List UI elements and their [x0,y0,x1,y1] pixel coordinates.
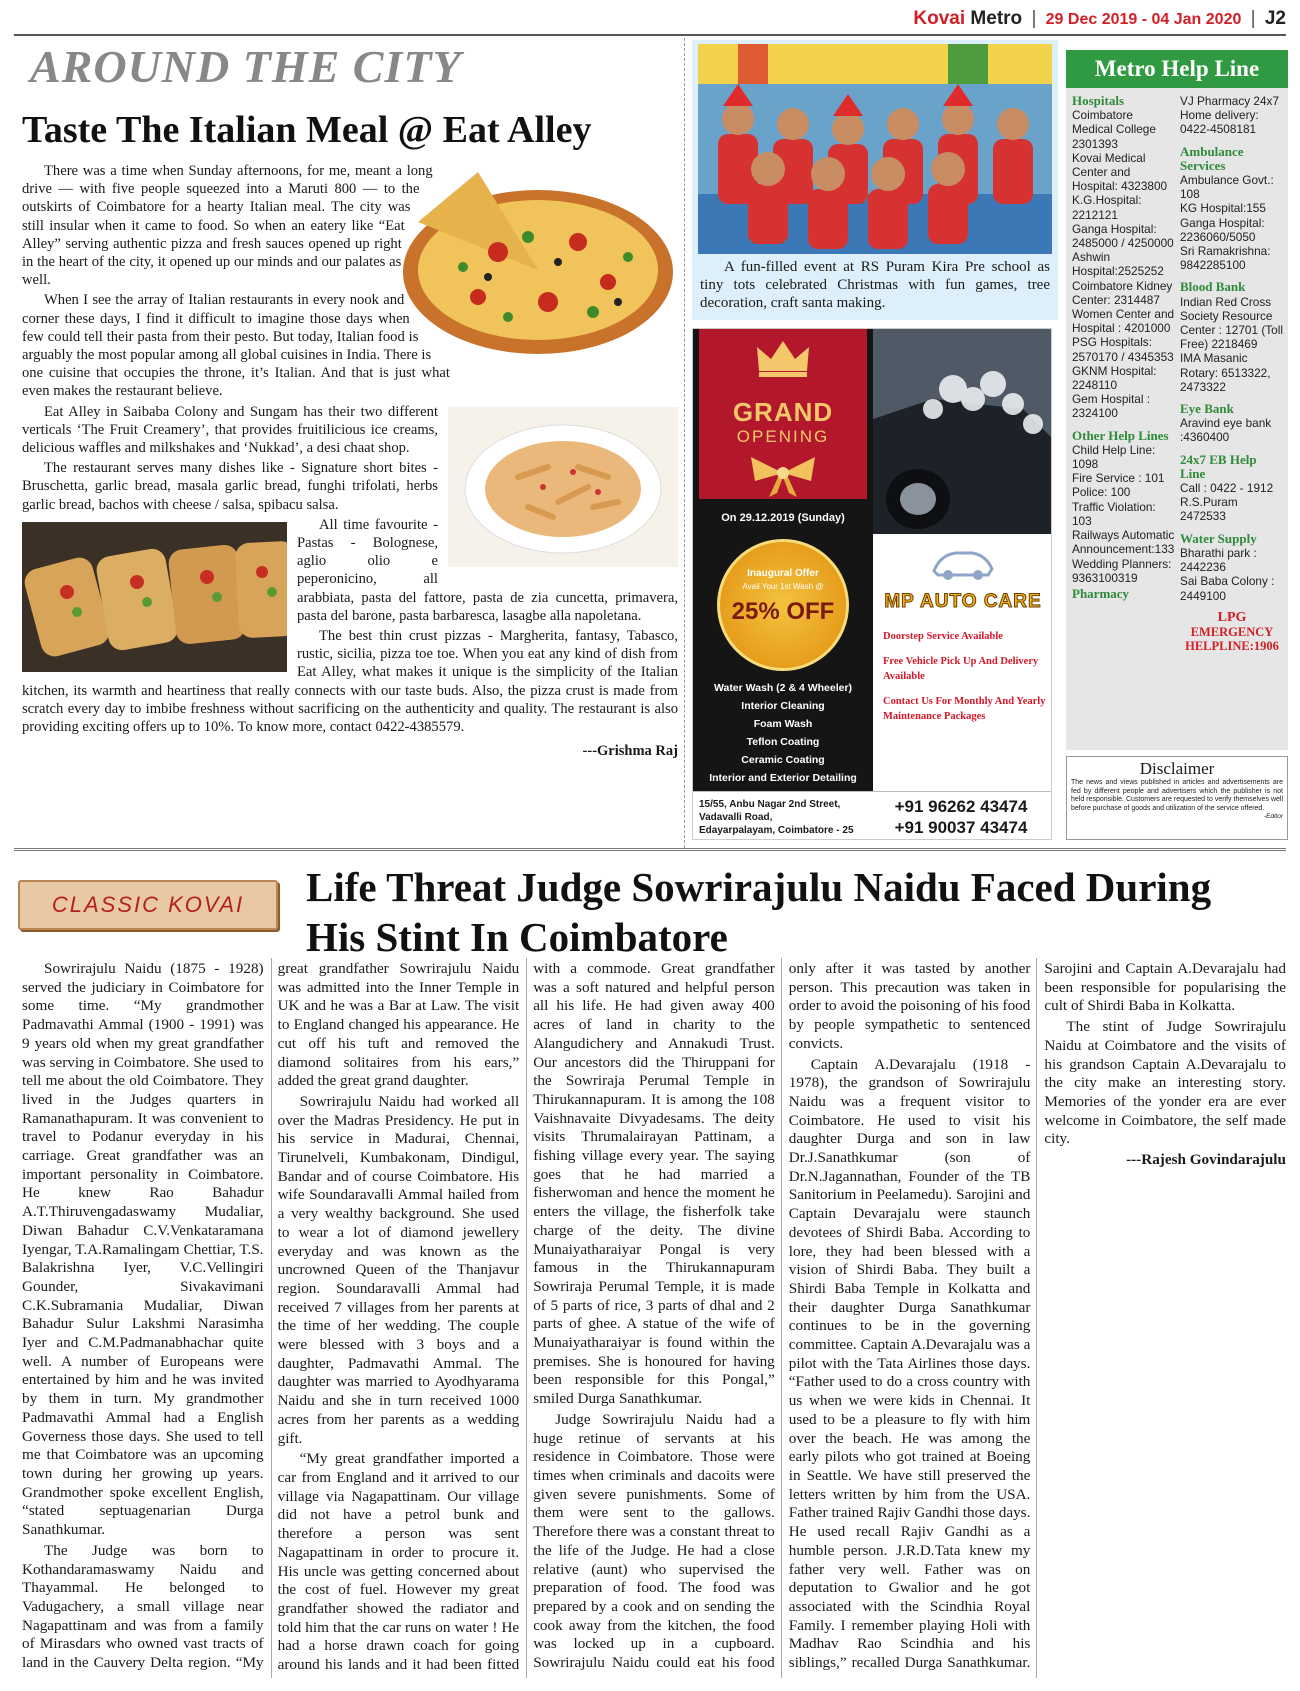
car-logo-icon [873,539,1052,590]
helpline-entry: GKNM Hospital: 2248110 [1072,363,1157,393]
pasta-image [448,407,678,567]
helpline-heading: Ambulance Services [1180,143,1244,173]
badge-label: CLASSIC KOVAI [51,892,245,917]
feature-item: Doorstep Service Available [883,631,1003,642]
ad-left-panel [693,329,873,791]
address-line: Edayarpalayam, Coimbatore - 25 [699,825,854,836]
section-label: AROUND THE CITY [30,41,462,92]
paragraph: When I see the array of Italian restaurants in every nook and corner these days, I find it difficult to imagine those days when few could tell their pasta from their pesto. But today, Italian food is arguably the most popular among all global cuisines in India. There is one cuisine that occupies the throne, it’s Italian. And that is just what even makes the restaurant believe. [22,292,450,400]
phone-number: +91 90037 43474 [894,818,1028,837]
brand-metro: Metro [970,8,1023,29]
pizza-image [388,162,678,362]
helpline-heading: Hospitals [1072,93,1125,108]
paragraph: Eat Alley in Saibaba Colony and Sungam has their two different verticals ‘The Fruit Creamery’, that provides fruitilicious ice creams, delicious waffles and milkshakes and ‘Nukkad’, a desi chaat shop. [22,403,438,457]
helpline-entry: Railways Automatic Announcement:133 [1072,528,1175,557]
masthead-bar [14,6,1286,36]
phone-number: +91 96262 43474 [894,797,1028,816]
paragraph: There was a time when Sunday afternoons, for me, meant a long drive — with five people squeezed into a Maruti 800 — to the outskirts of Coimbatore for a hearty Italian meal. The city was still insular when it came to food. So when an eatery like “Eat Alley” serving authentic pizza and fresh sauces opened up right in the heart of the city, it opened up our minds and our palates as well. [22,163,433,289]
separator: | [1250,8,1256,29]
disclaimer-body: The news and views published in articles and advertisements are fed by different people and advertisers which the publisher is not held responsible. Customers are requested to verify themselves well before purchase of goods and utilization of the service offered. [1071,779,1283,812]
helpline-column-2 [1180,94,1284,653]
feature-item: Contact Us For Monthly And Yearly Maintenance Packages [883,696,1046,722]
helpline-entry: Fire Service : 101 [1072,471,1165,486]
service-item: Foam Wash [753,718,813,730]
ad-phones [873,796,1049,838]
offer-value: 25% OFF [731,598,835,625]
photo-feature [692,40,1058,320]
helpline-entry: PSG Hospitals: 2570170 / 4345353 [1072,335,1174,364]
helpline-heading: Blood Bank [1180,279,1246,295]
helpline-entry: Indian Red Cross Society Resource Center : 12701 (Toll Free) 2218469 [1180,294,1283,352]
ribbon-bow-icon [743,453,823,497]
feature-item: Free Vehicle Pick Up And Delivery Available [883,656,1039,682]
offer-subtitle: Avail Your 1st Wash @ [742,582,824,591]
paragraph: Captain A.Devarajalu (1918 - 1978), the grandson of Sowrirajulu Naidu was a frequent visitor to Coimbatore. He used to visit his daughter Durga and son in law Dr.J.Sanathkumar (son of Dr.N.Jagannathan, Founder of the TB Sanitorium in Peelamedu). Sarojini and Captain Devarajalu were staunch devotees of Shirdi Baba. According to lore, they had been blessed with a vision of Shirdi Baba. They built a Shirdi Baba Temple in Kolkatta and their daughter Durga Sanathkumar continues to be in the governing committee. Captain A.Devarajalu was a pilot with the Tata Airlines those days. “Father used to do a cross country with us when we were kids in Chennai. It used to be a pleasure to fly with him over the beach. He was among the early pilots who got trained at Boeing in Seattle. We have still preserved the letters written by him from the USA. Father trained Rajiv Gandhi those days. He used recall Rajiv Gandhi as a humble person. J.R.D.Tata knew my father very well. Father was on deputation to Gwalior and he got associated with the Scindhia Royal Family. I remember playing Holi with Madhav Rao Scindhia and his siblings,” recalled Durga Sanathkumar. Sarojini and Captain A.Devarajalu had been responsible for popularising the cult of Shirdi Baba in Kolkatta. [788,960,1286,1672]
helpline-entry: Call : 0422 - 1912 [1180,481,1274,496]
article-body [22,162,678,761]
helpline-entry: Kovai Medical Center and Hospital: 4323800 [1072,150,1168,194]
helpline-entry: Traffic Violation: 103 [1072,499,1156,528]
section-divider [14,848,1286,851]
helpline-entry: Ganga Hospital: 2485000 / 4250000 [1072,221,1174,251]
classic-kovai-badge [18,880,278,930]
disclaimer-box [1066,756,1288,840]
paragraph: Judge Sowrirajulu Naidu had a huge retinue of servants at his residence in Coimbatore. Those were times when criminals and dacoits were given severe punishments. Some of them were sent to the gallows. Therefore there was a constant threat to the life of the Judge. He had a close relative (aunt) who supervised the preparation of food. The food was prepared by a cook and on sending the cook away from the kitchen, the food was locked up in a cupboard. Sowrirajulu Naidu could eat his food only after it was tasted by another person. This precaution was taken in order to avoid the poisoning of his food by people sympathetic to sentenced convicts. [533,960,1031,1672]
helpline-column-1 [1072,94,1176,601]
column-divider [684,38,685,848]
headline-line: Life Threat Judge Sowrirajulu Naidu Faced During [306,864,1212,910]
headline-line: His Stint In Coimbatore [306,914,728,960]
helpline-entry: Police: 100 [1072,485,1131,500]
helpline-entry: IMA Masanic Rotary: 6513322, 2473322 [1180,351,1271,394]
address-line: Vadavalli Road, [699,812,773,823]
helpline-entry: Gem Hospital : 2324100 [1072,392,1151,421]
helpline-entry: Bharathi park : 2442236 [1180,545,1257,575]
helpline-entry: Aravind eye bank :4360400 [1180,416,1272,445]
service-item: Interior and Exterior Detailing [709,772,857,784]
helpline-heading: 24x7 EB Help Line [1180,451,1257,481]
helpline-title: Metro Help Line [1066,50,1288,88]
helpline-entry: Child Help Line: 1098 [1072,442,1156,472]
address-line: 15/55, Anbu Nagar 2nd Street, [699,799,841,810]
helpline-entry: Ganga Hospital: 2236060/5050 [1180,215,1265,244]
emergency-helpline: EMERGENCY HELPLINE:1906 [1185,624,1279,654]
helpline-entry: Coimbatore Kidney Center: 2314487 [1072,278,1173,307]
separator: | [1031,8,1037,29]
helpline-heading: Pharmacy [1072,585,1130,601]
issue-dates: 29 Dec 2019 - 04 Jan 2020 [1045,11,1242,28]
helpline-heading: Water Supply [1180,530,1257,546]
helpline-entry: Ashwin Hospital:2525252 [1072,250,1164,279]
service-list [693,679,873,787]
helpline-entry: Sri Ramakrishna: 9842285100 [1180,244,1271,273]
offer-title: Inaugural Offer [747,568,819,579]
feature-list [883,629,1048,734]
ad-address [699,798,869,837]
paragraph: The stint of Judge Sowrirajulu Naidu at Coimbatore and the visits of his grandson Captain A.Devarajalu to the city make an interesting story. Memories of the yonder era are ever welcome in Coimbatore, the self made city. [1044,1018,1286,1148]
car-wash-image [873,329,1052,534]
paragraph: The best thin crust pizzas - Margherita, fantasy, Tabasco, rustic, sicilia, pizza toe toe. When you eat any kind of dish from Eat Alley, what makes it unique is the simplicity of the Italian kitchen, its warmth and heartiness that really connects with our taste buds. Also, the pizza crust is made from scratch every day to imbibe freshness without sacrificing on the authenticity and quality. The restaurant is also providing exciting offers up to 10%. To know more, contact 0422-4385579. [22,628,678,736]
advertisement [692,328,1052,840]
helpline-entry: Sai Baba Colony : 2449100 [1180,574,1275,603]
helpline-entry: Ambulance Govt.: 108 [1180,173,1274,202]
helpline-entry: KG Hospital:155 [1180,201,1266,216]
ad-contact [693,791,1052,840]
service-item: Ceramic Coating [741,754,825,766]
page-number: J2 [1264,8,1286,29]
crown-icon [753,335,813,379]
brand-kovai: Kovai [913,8,966,29]
helpline-heading: Other Help Lines [1072,427,1169,443]
classic-article-body [22,960,1286,1680]
kids-christmas-photo [698,44,1052,254]
disclaimer-sign: -Editor [1263,813,1283,820]
ad-right-panel [873,329,1052,791]
paragraph: Sowrirajulu Naidu (1875 - 1928) served the judiciary in Coimbatore for some time. “My grandmother Padmavathi Ammal (1900 - 1991) was 9 years old when my great grandfather was serving in Coimbatore. She used to tell me about the old Coimbatore. They lived in the Judges quarters in Ramanathapuram. It was convenient to travel to Podanur everyday in his carriage. Great grandfather was an important personality in Coimbatore. He knew Rao Bahadur A.T.Thiruvengadaswamy Mudaliar, Diwan Bahadur C.V.Venkataramana Iyengar, T.A.Ramalingam Chettiar, T.S. Balakrishna Iyer, V.C.Vellingiri Gounder, Sivakavimani C.K.Subramania Mudaliar, Diwan Bahadur Sulur Lakshmi Narasimha Iyer and C.M.Padmanabhachar quite well. A number of Europeans were entertained by him and he was invited by them in turn. My grandmother Padmavathi Ammal had a English Governess those days. She used to tell me that Coimbatore was an upcoming town during her growing up years. Grandmother spoke excellent English, “stated septuagenarian Durga Sanathkumar. [22,960,264,1539]
helpline-entry: Wedding Planners: 9363100319 [1072,556,1172,585]
paragraph: All time favourite - Pastas - Bolognese, aglio olio e peperonicino, all arabbiata, pasta del fattore, pasta de zia cuncetta, primavera, pasta del barone, pasta barbaresca, lasagbe alla napoletana. [297,516,678,624]
helpline-heading: Eye Bank [1180,401,1234,417]
helpline-entry: VJ Pharmacy 24x7 Home delivery: 0422-4508181 [1180,94,1280,137]
service-item: Teflon Coating [746,736,820,748]
paragraph: “My great grandfather imported a car from England and it arrived to our village via Nagapattinam. Our village did not have a petrol bunk and therefore a person was sent Nagapattinam in order to procure it. His uncle was getting concerned about the cost of fuel. However my great grandfather showed the radiator and told him that the car runs on water ! He had a horse drawn coach for going around his lands and it had been fitted with a commode. Great grandfather was a soft natured and helpful person all his life. He had given away 400 acres of land in charity to the Alangudichery and Annakudi Trust. Our ancestors did the Thiruppani for the Sowriraja Perumal Temple in Thirukannapuram. It is among the 108 Vaishnavaite Divyadesams. The deity visits Thrumalairayan Pattinam, a fishing village every year. The saying goes that he had married a fisherwoman and hence the moment he enters the village, the fisherfolk take charge of the deity. The divine Munaiyatharaiyar Pongal is very famous in the Thirukannapuram Sowriraja Perumal Temple, it is made of 5 parts of rice, 3 parts of dhal and 2 parts of ghee. A statue of the wife of Munaiyatharaiyar is found within the premises. She is honoured for having been responsible for this Pongal,” smiled Durga Sanathkumar. [277,960,775,1674]
paragraph: The restaurant serves many dishes like - Signature short bites - Bruschetta, garlic bread, masala garlic bread, funghi trifolati, herbs garlic bread, bachos with cheese / salsa, spibacu salsa. [22,460,438,513]
grand-opening-banner [699,329,867,499]
helpline-entry: K.G.Hospital: 2212121 [1072,193,1142,222]
offer-badge [717,539,849,671]
classic-headline [306,862,1286,962]
disclaimer-title: Disclaimer [1139,759,1215,778]
article-headline: Taste The Italian Meal @ Eat Alley [22,109,592,151]
opening-text: OPENING [736,427,830,446]
photo-caption: A fun-filled event at RS Puram Kira Pre school as tiny tots celebrated Christmas with fun games, tree decoration, craft santa making. [700,259,1050,311]
brand [913,8,1286,30]
lpg-label: LPG [1217,609,1247,625]
grand-text: GRAND [732,397,834,427]
byline: ---Grishma Raj [582,743,678,760]
helpline-entry: R.S.Puram 2472533 [1180,495,1238,524]
bruschetta-image [22,522,287,672]
service-item: Interior Cleaning [741,700,825,712]
paragraph: The Judge was born to Kothandaramaswamy Naidu and Thayammal. He belonged to Vadugachery, a small village near Nagapattinam and was from a family of Mirasdars who owned vast tracts of land in the Cauvery Delta region. “My great grandfather Sowrirajulu Naidu was admitted into the Inner Temple in UK and he was a Bar at Law. The visit to England changed his appearance. He cut off his tuft and removed the diamond solitaires from his ears,” added the great grand daughter. [22,960,520,1672]
brand-name: MP AUTO CARE [884,591,1042,612]
byline: ---Rajesh Govindarajulu [1126,1151,1286,1169]
opening-date: On 29.12.2019 (Sunday) [721,512,845,524]
service-item: Water Wash (2 & 4 Wheeler) [713,682,853,694]
metro-help-line [1066,50,1288,750]
helpline-entry: Coimbatore Medical College 2301393 [1072,108,1156,151]
helpline-entry: Women Center and Hospital : 4201000 [1072,307,1175,336]
paragraph: Sowrirajulu Naidu had worked all over the Madras Presidency. He put in his service in Madurai, Chennai, Tirunelveli, Kumbakonam, Dindigul, Bandar and of course Coimbatore. His wife Soundaravalli Ammal hailed from a very wealthy background. She used to wear a lot of diamond jewellery everyday and was known as the uncrowned Queen of the Thanjavur region. Soundaravalli Ammal had received 7 villages from her parents at the time of her wedding. The couple were blessed with 3 boys and a daughter, Padmavathi Ammal. The daughter was married to Ayodhyarama Naidu and she in turn received 1000 acres from her parents as a wedding gift. [277,1092,520,1447]
